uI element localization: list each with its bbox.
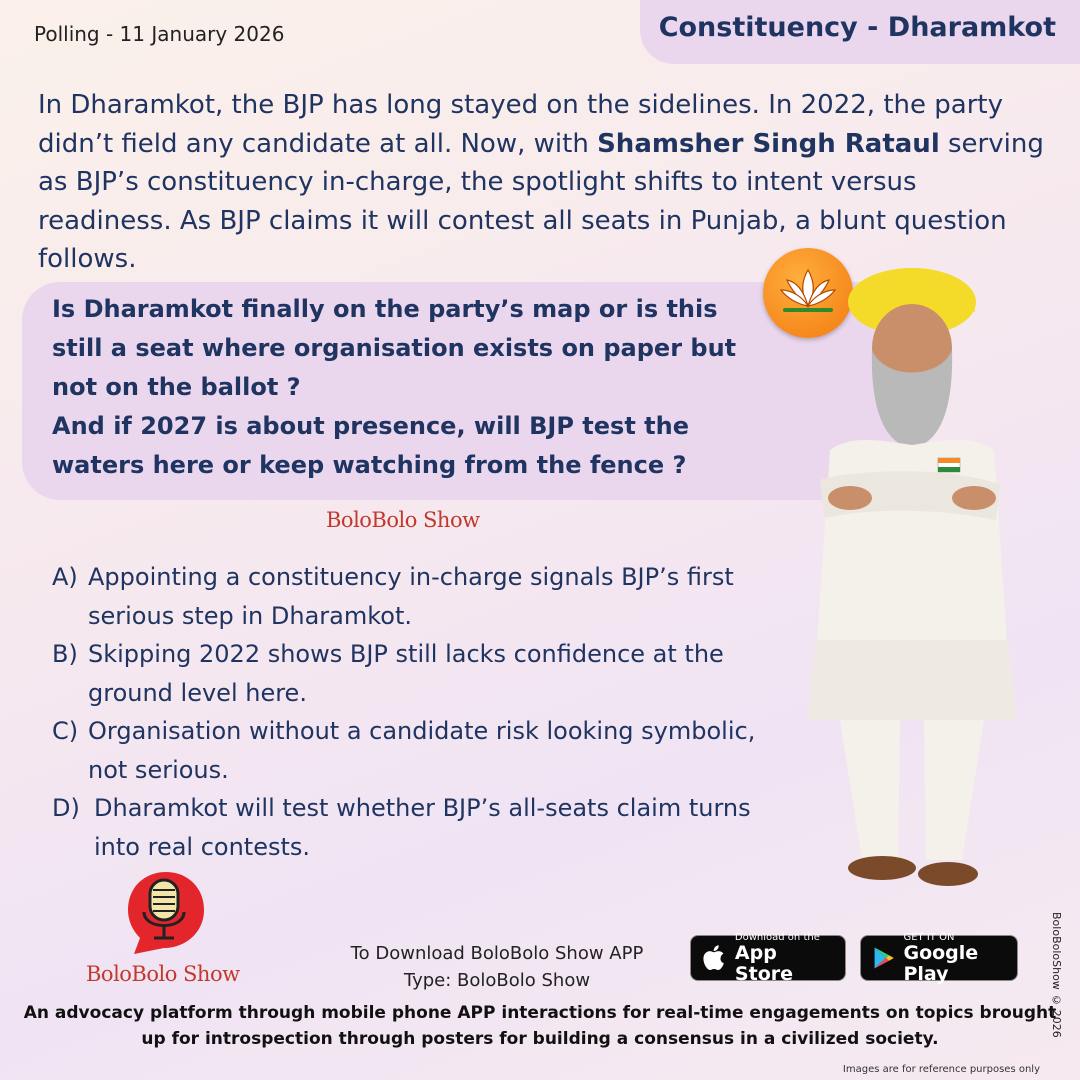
question-text [52, 290, 752, 485]
google-play-button[interactable]: GET IT ON Google Play [860, 935, 1018, 981]
option-c: C) Organisation without a candidate risk looking symbolic, not serious. [52, 717, 756, 784]
leader-illustration [790, 240, 1030, 900]
download-line-1: To Download BoloBolo Show APP [350, 943, 644, 964]
download-line-2: Type: BoloBolo Show [403, 970, 591, 991]
intro-text-2: serving as BJP’s constituency in-charge, the spotlight shifts to intent versus readiness. As BJP claims it will contest all seats in Punjab, a blunt question follows. [38, 128, 1044, 274]
microphone-icon [120, 868, 210, 958]
option-a: A) Appointing a constituency in-charge signals BJP’s first serious step in Dharamkot. [52, 563, 734, 630]
apple-icon [703, 943, 727, 973]
question-line-2: And if 2027 is about presence, will BJP test the waters here or keep watching from the fence ? [52, 412, 690, 479]
question-line-1: Is Dharamkot finally on the party’s map or is this still a seat where organisation exists on paper but not on the ballot ? [52, 295, 737, 401]
options-list [52, 558, 792, 866]
constituency-title: Constituency - Dharamkot [658, 12, 1056, 43]
copyright-credit: BoloBoloShow © 2026 [1050, 912, 1063, 1038]
brand-watermark: BoloBolo Show [326, 508, 480, 532]
polling-date: Polling - 11 January 2026 [34, 22, 285, 46]
reference-note: Images are for reference purposes only [842, 1064, 1040, 1075]
brand-logo-text: BoloBolo Show [86, 962, 240, 986]
intro-text-1: In Dharamkot, the BJP has long stayed on the sidelines. In 2022, the party didn’t field any candidate at all. Now, with [38, 90, 1003, 159]
option-d: D) Dharamkot will test whether BJP’s all-seats claim turns into real contests. [52, 794, 751, 861]
option-b: B) Skipping 2022 shows BJP still lacks confidence at the ground level here. [52, 640, 724, 707]
app-store-button[interactable]: Download on the App Store [690, 935, 846, 981]
footer-description: An advocacy platform through mobile phone APP interactions for real-time engagements on topics brought up for introspection through posters for building a consensus in a civilized society. [23, 1003, 1057, 1049]
intro-highlight-name: Shamsher Singh Rataul [597, 128, 940, 159]
google-play-icon [873, 943, 895, 973]
download-instructions [322, 940, 672, 994]
